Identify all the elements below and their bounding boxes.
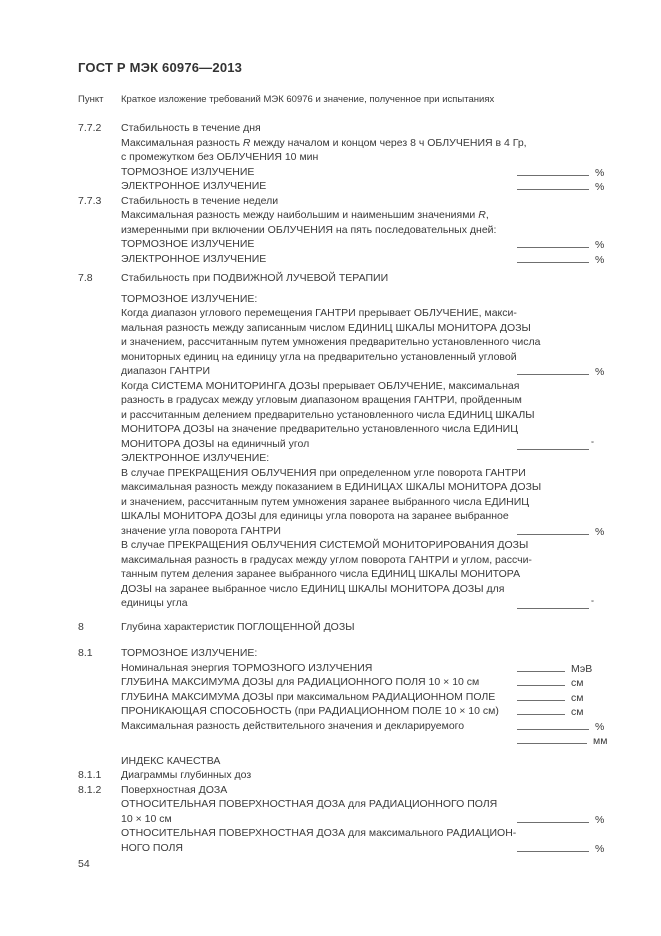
requirements-list xyxy=(78,121,653,855)
clause-heading xyxy=(78,121,653,136)
section-8.1 xyxy=(78,646,653,768)
table-column-header xyxy=(78,94,638,106)
line-text: Номинальная энергия ТОРМОЗНОГО ИЗЛУЧЕНИЯ xyxy=(121,661,373,674)
clause-title: Глубина характеристик ПОГЛОЩЕННОЙ ДОЗЫ xyxy=(121,620,355,633)
line-text: ТОРМОЗНОЕ ИЗЛУЧЕНИЕ: xyxy=(121,292,258,305)
requirement-line xyxy=(78,538,653,553)
requirement-line xyxy=(78,719,653,734)
clause-heading xyxy=(78,620,653,635)
requirement-line xyxy=(78,451,653,466)
requirement-line xyxy=(78,437,653,452)
line-text: ГЛУБИНА МАКСИМУМА ДОЗЫ при максимальном РАДИАЦИОННОМ ПОЛЕ xyxy=(121,690,496,703)
line-text: В случае ПРЕКРАЩЕНИЯ ОБЛУЧЕНИЯ при определенном угле поворота ГАНТРИ xyxy=(121,466,526,479)
blank-underline xyxy=(517,237,589,248)
section-7.8 xyxy=(78,271,653,611)
line-text: измеренными при включении ОБЛУЧЕНИЯ на пять последовательных дней: xyxy=(121,223,497,236)
unit-label: ° xyxy=(591,598,594,607)
requirement-line xyxy=(78,292,653,307)
fill-in-blank xyxy=(517,165,604,181)
requirement-line xyxy=(78,150,653,165)
clause-title: Поверхностная ДОЗА xyxy=(121,783,228,796)
fill-in-blank xyxy=(517,364,604,380)
blank-underline xyxy=(517,524,589,535)
clause-number: 8.1.1 xyxy=(78,769,102,781)
unit-label: % xyxy=(595,720,605,733)
requirement-line xyxy=(78,237,653,252)
line-text: максимальная разность в градусах между углом поворота ГАНТРИ и углом, рассчи- xyxy=(121,553,532,566)
clause-heading xyxy=(78,783,653,798)
description-column-label: Краткое изложение требований МЭК 60976 и значение, полученное при испытаниях xyxy=(121,94,495,105)
line-text: ИНДЕКС КАЧЕСТВА xyxy=(121,754,221,767)
requirement-line xyxy=(78,466,653,481)
fill-in-blank xyxy=(517,733,607,749)
line-text: ЭЛЕКТРОННОЕ ИЗЛУЧЕНИЕ: xyxy=(121,452,270,464)
line-text: максимальная разность между показанием в ЕДИНИЦАХ ШКАЛЫ МОНИТОРА ДОЗЫ xyxy=(121,481,542,493)
fill-in-blank xyxy=(517,661,592,677)
unit-label: % xyxy=(595,181,605,193)
section-8.1.2 xyxy=(78,783,653,856)
line-text: ПРОНИКАЮЩАЯ СПОСОБНОСТЬ (при РАДИАЦИОННОМ ПОЛЕ 10 × 10 см) xyxy=(121,705,499,717)
unit-label: % xyxy=(595,253,605,266)
line-text: ШКАЛЫ МОНИТОРА ДОЗЫ для единицы угла поворота на заранее выбранное xyxy=(121,510,509,522)
unit-label: МэВ xyxy=(571,662,593,675)
requirement-line xyxy=(78,661,653,676)
line-text: Максимальная разность действительного значения и декларируемого xyxy=(121,719,465,732)
fill-in-blank xyxy=(517,690,583,706)
requirement-line xyxy=(78,393,653,408)
line-text: ОТНОСИТЕЛЬНАЯ ПОВЕРХНОСТНАЯ ДОЗА для максимального РАДИАЦИОН- xyxy=(121,827,517,839)
line-text: ТОРМОЗНОЕ ИЗЛУЧЕНИЕ xyxy=(121,165,255,178)
line-text: Когда СИСТЕМА МОНИТОРИНГА ДОЗЫ прерывает ОБЛУЧЕНИЕ, максимальная xyxy=(121,379,520,392)
requirement-line xyxy=(78,379,653,394)
line-text: диапазон ГАНТРИ xyxy=(121,365,211,377)
blank-underline xyxy=(517,179,589,190)
blank-underline xyxy=(517,364,589,375)
clause-number: 7.7.2 xyxy=(78,122,102,134)
line-text: с промежутком без ОБЛУЧЕНИЯ 10 мин xyxy=(121,151,319,163)
unit-label: % xyxy=(595,239,605,251)
requirement-line xyxy=(78,422,653,437)
requirement-line xyxy=(78,841,653,856)
blank-underline xyxy=(517,675,565,686)
clause-title: Стабильность в течение дня xyxy=(121,122,261,134)
blank-underline xyxy=(517,439,589,450)
requirement-line xyxy=(78,582,653,597)
unit-label: % xyxy=(595,842,605,855)
section-7.7.2 xyxy=(78,121,653,194)
clause-title: ТОРМОЗНОЕ ИЗЛУЧЕНИЕ: xyxy=(121,647,258,659)
unit-label: см xyxy=(571,706,584,718)
requirement-line xyxy=(78,321,653,336)
line-text: разность в градусах между угловым диапазоном вращения ГАНТРИ, пройденным xyxy=(121,394,522,406)
requirement-line xyxy=(78,364,653,379)
line-text: и рассчитанным делением предварительно установленного числа ЕДИНИЦ ШКАЛЫ xyxy=(121,408,535,421)
line-text: Максимальная разность R между началом и концом через 8 ч ОБЛУЧЕНИЯ в 4 Гр, xyxy=(121,136,527,149)
fill-in-blank xyxy=(517,237,604,253)
requirement-line xyxy=(78,567,653,582)
requirement-line xyxy=(78,754,653,769)
fill-in-blank xyxy=(517,841,604,857)
requirement-line xyxy=(78,223,653,238)
unit-label: % xyxy=(595,366,605,378)
line-text: значение угла поворота ГАНТРИ xyxy=(121,524,281,537)
fill-in-blank xyxy=(517,812,604,828)
fill-in-blank xyxy=(517,719,604,735)
line-text: МОНИТОРА ДОЗЫ на значение предварительно установленного числа ЕДИНИЦ xyxy=(121,423,518,435)
blank-underline xyxy=(517,812,589,823)
line-text: 10 × 10 см xyxy=(121,812,172,825)
requirement-line xyxy=(78,733,653,748)
line-text: В случае ПРЕКРАЩЕНИЯ ОБЛУЧЕНИЯ СИСТЕМОЙ МОНИТОРИРОВАНИЯ ДОЗЫ xyxy=(121,539,529,551)
standard-title: ГОСТ Р МЭК 60976—2013 xyxy=(78,60,243,75)
requirement-line xyxy=(78,797,653,812)
requirement-line xyxy=(78,306,653,321)
requirement-line xyxy=(78,252,653,267)
clause-number: 8.1 xyxy=(78,647,93,659)
line-text: ОТНОСИТЕЛЬНАЯ ПОВЕРХНОСТНАЯ ДОЗА для РАДИАЦИОННОГО ПОЛЯ xyxy=(121,798,498,810)
blank-underline xyxy=(517,165,589,176)
blank-underline xyxy=(517,690,565,701)
line-text: МОНИТОРА ДОЗЫ на единичный угол xyxy=(121,437,310,450)
requirement-line xyxy=(78,675,653,690)
blank-underline xyxy=(517,841,589,852)
requirement-line xyxy=(78,596,653,611)
blank-underline xyxy=(517,704,565,715)
fill-in-blank xyxy=(517,596,594,614)
unit-label: см xyxy=(571,677,584,689)
requirement-line xyxy=(78,553,653,568)
page-number: 54 xyxy=(78,858,90,870)
clause-heading xyxy=(78,271,653,286)
fill-in-blank xyxy=(517,675,583,691)
fill-in-blank xyxy=(517,524,604,540)
line-text: и значением, рассчитанным путем умножения предварительно установленного числа xyxy=(121,336,541,348)
blank-underline xyxy=(517,719,589,730)
fill-in-blank xyxy=(517,179,604,195)
blank-underline xyxy=(517,252,589,263)
blank-underline xyxy=(517,733,587,744)
clause-title: Стабильность при ПОДВИЖНОЙ ЛУЧЕВОЙ ТЕРАПИИ xyxy=(121,272,389,284)
clause-title: Стабильность в течение недели xyxy=(121,194,279,207)
clause-column-label: Пункт xyxy=(78,94,104,105)
clause-number: 8 xyxy=(78,620,84,633)
line-text: и значением, рассчитанным путем умножения заранее выбранного числа ЕДИНИЦ xyxy=(121,495,530,508)
fill-in-blank xyxy=(517,252,604,268)
requirement-line xyxy=(78,480,653,495)
line-text: ТОРМОЗНОЕ ИЗЛУЧЕНИЕ xyxy=(121,238,255,250)
requirement-line xyxy=(78,208,653,223)
line-text: ЭЛЕКТРОННОЕ ИЗЛУЧЕНИЕ xyxy=(121,252,267,265)
line-text: ДОЗЫ на заранее выбранное число ЕДИНИЦ ШКАЛЫ МОНИТОРА ДОЗЫ для xyxy=(121,582,505,595)
requirement-line xyxy=(78,812,653,827)
requirement-line xyxy=(78,495,653,510)
unit-label: % xyxy=(595,525,605,538)
requirement-line xyxy=(78,690,653,705)
line-text: мальная разность между записанным числом ЕДИНИЦ ШКАЛЫ МОНИТОРА ДОЗЫ xyxy=(121,321,531,334)
requirement-line xyxy=(78,179,653,194)
blank-underline xyxy=(517,598,589,609)
line-text: единицы угла xyxy=(121,597,188,609)
fill-in-blank xyxy=(517,704,583,720)
requirement-line xyxy=(78,350,653,365)
requirement-line xyxy=(78,509,653,524)
blank-underline xyxy=(517,661,565,672)
line-text: мониторных единиц на единицу угла на предварительно установленный угловой xyxy=(121,350,517,363)
unit-label: % xyxy=(595,166,605,179)
clause-heading xyxy=(78,194,653,209)
requirement-line xyxy=(78,704,653,719)
requirement-line xyxy=(78,826,653,841)
unit-label: мм xyxy=(593,735,608,747)
requirement-line xyxy=(78,165,653,180)
line-text: Когда диапазон углового перемещения ГАНТРИ прерывает ОБЛУЧЕНИЕ, макси- xyxy=(121,307,517,319)
section-8 xyxy=(78,620,653,635)
unit-label: ° xyxy=(591,438,594,448)
clause-heading xyxy=(78,768,653,783)
unit-label: см xyxy=(571,691,584,704)
clause-title: Диаграммы глубинных доз xyxy=(121,769,252,781)
unit-label: % xyxy=(595,813,605,826)
clause-number: 7.8 xyxy=(78,272,93,284)
line-text: ГЛУБИНА МАКСИМУМА ДОЗЫ для РАДИАЦИОННОГО ПОЛЯ 10 × 10 см xyxy=(121,676,480,688)
clause-number: 8.1.2 xyxy=(78,783,102,796)
line-text: НОГО ПОЛЯ xyxy=(121,841,184,854)
requirement-line xyxy=(78,408,653,423)
line-text: Максимальная разность между наибольшим и наименьшим значениями R, xyxy=(121,209,489,221)
line-text: танным путем деления заранее выбранного числа ЕДИНИЦ ШКАЛЫ МОНИТОРА xyxy=(121,568,521,580)
section-7.7.3 xyxy=(78,194,653,267)
requirement-line xyxy=(78,524,653,539)
clause-heading xyxy=(78,646,653,661)
requirement-line xyxy=(78,335,653,350)
clause-number: 7.7.3 xyxy=(78,194,102,207)
requirement-line xyxy=(78,136,653,151)
section-8.1.1 xyxy=(78,768,653,783)
line-text: ЭЛЕКТРОННОЕ ИЗЛУЧЕНИЕ xyxy=(121,180,267,192)
